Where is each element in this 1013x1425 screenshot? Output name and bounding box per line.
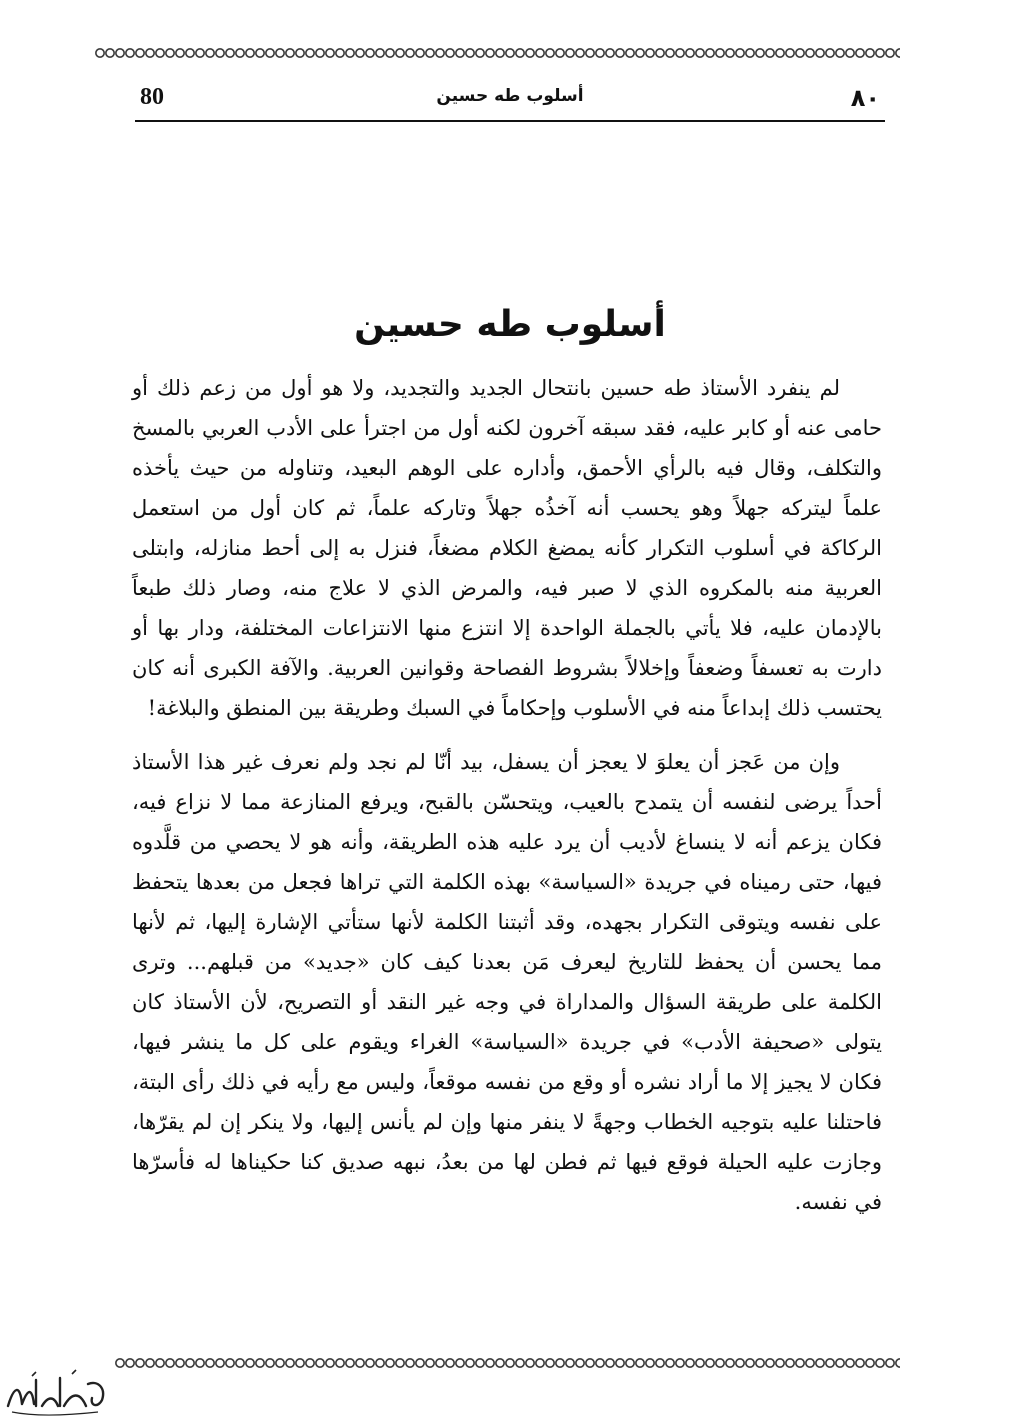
calligraphy-watermark-logo [2,1366,114,1422]
bottom-ornamental-border [115,1356,900,1370]
chapter-title: أسلوب طه حسين [354,304,666,346]
page-number-latin: 80 [140,84,164,110]
running-header [135,78,885,122]
header-rule [135,120,885,122]
watermark-signature-icon [2,1366,114,1422]
paragraph: لم ينفرد الأستاذ طه حسين بانتحال الجديد والتجديد، ولا هو أول من زعم ذلك أو حامى عنه أو كابر عليه، فقد سبقه آخرون لكنه أول من اجترأ على الأدب العربي بالمسخ والتكلف، وقال فيه بالرأي الأحمق، وأداره على الوهم البعيد، وتناوله من حيث يأخذه علماً ليتركه جهلاً وهو يحسب أنه آخذُه جهلاً وتاركه علماً، ثم كان أول من استعمل الركاكة في أسلوب التكرار كأنه يمضغ الكلام مضغاً، فنزل به إلى أحط منازله، وابتلى العربية منه بالمكروه الذي لا صبر فيه، والمرض الذي لا علاج منه، وصار ذلك طبعاً بالإدمان عليه، فلا يأتي بالجملة الواحدة إلا انتزع منها الانتزاعات المختلفة، ودار بها أو دارت به تعسفاً وضعفاً وإخلالاً بشروط الفصاحة وقوانين العربية. والآفة الكبرى أنه كان يحتسب ذلك إبداعاً منه في الأسلوب وإحكاماً في السبك وطريقة بين المنطق والبلاغة! [132,376,882,720]
running-title: أسلوب طه حسين [436,86,584,106]
paragraph: وإن من عَجز أن يعلوَ لا يعجز أن يسفل، بيد أنّا لم نجد ولم نعرف غير هذا الأستاذ أحداً يرضى لنفسه أن يتمدح بالعيب، ويتحسّن بالقبح، ويرفع المنازعة مما لا نزاع فيه، فكان يزعم أنه لا ينساغ لأديب أن يرد عليه هذه الطريقة، وأنه هو لا يحصي من قلَّدوه فيها، حتى رميناه في جريدة «السياسة» بهذه الكلمة التي تراها فجعل من بعدها يتحفظ على نفسه ويتوقى التكرار بجهده، وقد أثبتنا الكلمة لأنها ستأتي الإشارة إليها، ثم لأنها مما يحسن أن يحفظ للتاريخ ليعرف مَن بعدنا كيف كان «جديد» من قبلهم... وترى الكلمة على طريقة السؤال والمداراة في وجه غير النقد أو التصريح، لأن الأستاذ كان يتولى «صحيفة الأدب» في جريدة «السياسة» الغراء ويقوم على كل ما ينشر فيها، فكان لا يجيز إلا ما أراد نشره أو وقع من نفسه موقعاً، وليس مع رأيه في ذلك رأى البتة، فاحتلنا عليه بتوجيه الخطاب وجهةً لا ينفر منها وإن لم يأنس إليها، ولا ينكر إن لم يقرّها، وجازت عليه الحيلة فوقع فيها ثم فطن لها من بعدُ، نبهه صديق كنا حكيناها له فأسرّها في نفسه. [132,750,882,1214]
top-ornamental-border [95,46,900,60]
body-text [132,368,882,1222]
page-number-arabic: ٨٠ [850,84,880,112]
